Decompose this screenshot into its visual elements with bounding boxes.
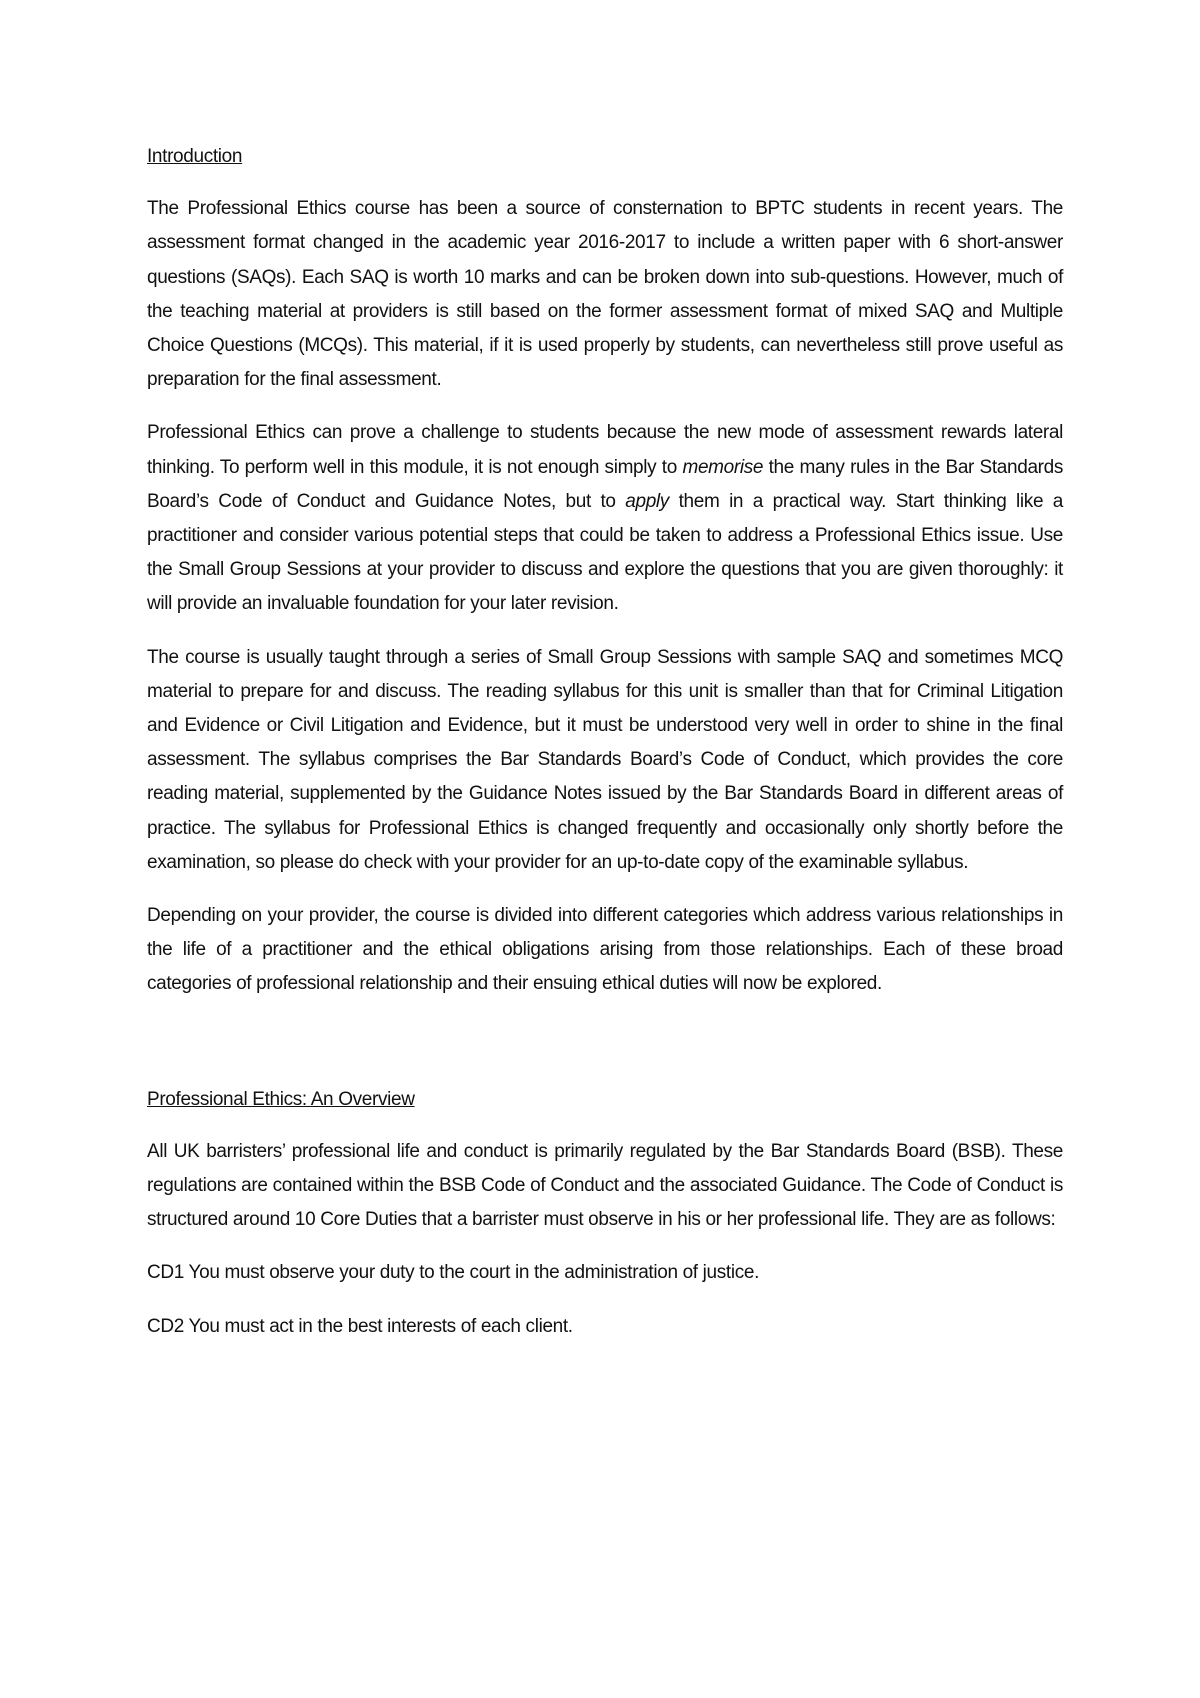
- document-page: [147, 140, 1063, 1363]
- text-span: them in a practical way. Start thinking like a practitioner and consider various potential steps that could be taken to address a Professional Ethics issue. Use the Small Group Sessions at your provider to discuss and explore the questions that you are given thoroughly: it will provide an invaluable foundation for your later revision.: [147, 490, 1064, 615]
- intro-paragraph-1: The Professional Ethics course has been a source of consternation to BPTC students in recent years. The assessment format changed in the academic year 2016-2017 to include a written paper with 6 short-answer questions (SAQs). Each SAQ is worth 10 marks and can be broken down into sub-questions. However, much of the teaching material at providers is still based on the former assessment format of mixed SAQ and Multiple Choice Questions (MCQs). This material, if it is used properly by students, can nevertheless still prove useful as preparation for the final assessment.: [147, 198, 1063, 391]
- overview-paragraph-1: All UK barristers’ professional life and conduct is primarily regulated by the Bar Standards Board (BSB). These regulations are contained within the BSB Code of Conduct and the associated Guidance. The Code of Conduct is structured around 10 Core Duties that a barrister must observe in his or her professional life. They are as follows:: [147, 1140, 1063, 1231]
- text-span: the many rules in the Bar Standards Board’s Code of Conduct and Guidance Notes, but to: [147, 456, 1064, 512]
- text-span: Professional Ethics can prove a challenge to students because the new mode of assessment rewards lateral thinking. To perform well in this module, it is not enough simply to: [147, 422, 1063, 478]
- intro-paragraph-4: Depending on your provider, the course is divided into different categories which address various relationships in the life of a practitioner and the ethical obligations arising from those relationships. Each of these broad categories of professional relationship and their ensuing ethical duties will now be explored.: [147, 905, 1063, 995]
- intro-paragraph-2: [147, 416, 1063, 621]
- intro-paragraph-3: The course is usually taught through a series of Small Group Sessions with sample SAQ and sometimes MCQ material to prepare for and discuss. The reading syllabus for this unit is smaller than that for Criminal Litigation and Evidence or Civil Litigation and Evidence, but it must be understood very well in order to shine in the final assessment. The syllabus comprises the Bar Standards Board’s Code of Conduct, which provides the core reading material, supplemented by the Guidance Notes issued by the Bar Standards Board in different areas of practice. The syllabus for Professional Ethics is changed frequently and occasionally only shortly before the examination, so please do check with your provider for an up-to-date copy of the examinable syllabus.: [147, 646, 1063, 873]
- emphasis-apply: apply: [625, 490, 669, 512]
- emphasis-memorise: memorise: [682, 456, 764, 478]
- core-duty-2: CD2 You must act in the best interests of each client.: [147, 1315, 573, 1337]
- section-spacer: [147, 1021, 1063, 1083]
- introduction-heading: Introduction: [147, 146, 243, 167]
- overview-heading: Professional Ethics: An Overview: [147, 1088, 415, 1110]
- core-duty-1: CD1 You must observe your duty to the court in the administration of justice.: [147, 1262, 759, 1284]
